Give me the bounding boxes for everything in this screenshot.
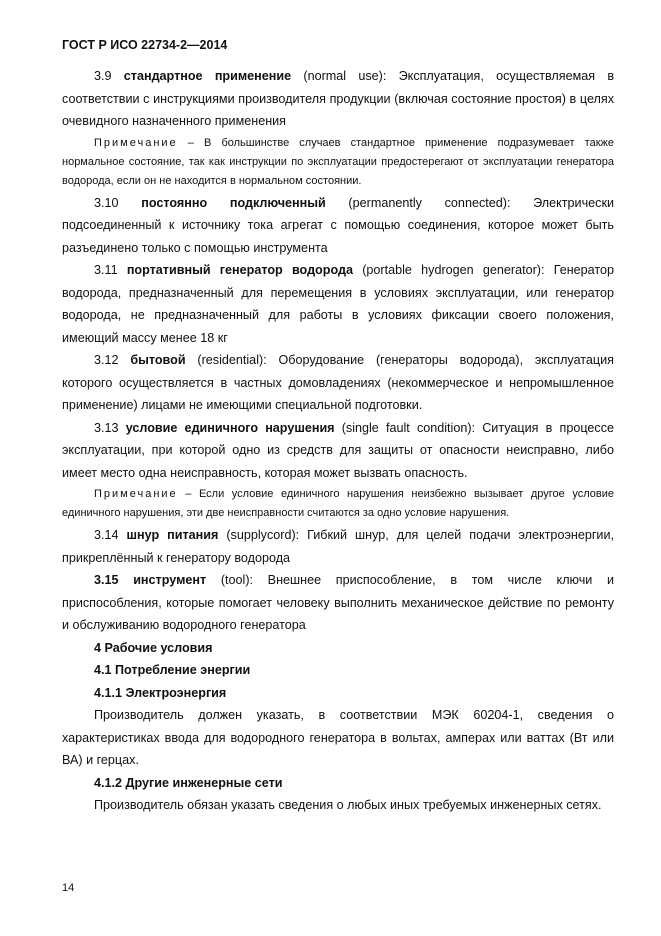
- term-definition: (permanently connected): Электрически подсоединенный к источнику тока агрегат с помощью соединения, которое может быть разъединено только с помощью инструмента: [62, 195, 614, 255]
- term-name: шнур питания: [126, 528, 219, 542]
- section-4-1-2-heading: 4.1.2 Другие инженерные сети: [94, 775, 283, 790]
- section-4-1-2-text: Производитель обязан указать сведения о любых иных требуемых инженерных сетях.: [94, 798, 602, 812]
- note-label: Примечание: [94, 488, 178, 500]
- document-header: ГОСТ Р ИСО 22734-2—2014: [62, 38, 228, 52]
- term-number: 3.14: [94, 528, 119, 542]
- term-name: постоянно подключенный: [141, 195, 326, 210]
- term-name: бытовой: [130, 353, 186, 367]
- term-3-10: [62, 192, 614, 260]
- term-definition: (supplycord): Гибкий шнур, для целей подачи электроэнергии, прикреплённый к генератору водорода: [62, 528, 614, 565]
- section-4-1-heading: 4.1 Потребление энергии: [94, 663, 251, 677]
- term-number: 3.9: [94, 69, 112, 83]
- term-definition: (tool): Внешнее приспособление, в том числе ключи и приспособления, которые помогает человеку выполнить механическое действие по ремонту и обслуживанию водородного генератора: [62, 573, 615, 632]
- section-4-1-1-heading: 4.1.1 Электроэнергия: [94, 685, 227, 700]
- page-body: [62, 65, 614, 817]
- term-name: стандартное применение: [123, 69, 292, 83]
- term-number: 3.13: [94, 420, 119, 435]
- term-number: 3.12: [94, 353, 119, 367]
- term-3-11: [62, 259, 614, 349]
- page-number: 14: [62, 882, 75, 894]
- term-3-14: [62, 524, 614, 569]
- term-definition: (portable hydrogen generator): Генератор водорода, предназначенный для перемещения в условиях эксплуатации, или генератор водорода, не предназначенный для работы в условиях фиксации своего положения, имеющий массу менее 18 кг: [62, 263, 615, 345]
- note-text: В большинстве случаев стандартное применение подразумевает также нормальное состояние, так как инструкции по эксплуатации предостерегают от эксплуатации генератора водорода, если он не находится в нормальном состоянии.: [62, 136, 615, 187]
- term-name: портативный генератор водорода: [126, 263, 353, 277]
- section-4-heading: 4 Рабочие условия: [94, 640, 213, 655]
- note-label: Примечание: [94, 136, 178, 149]
- note-1: [62, 134, 614, 191]
- term-definition: (single fault condition): Ситуация в процессе эксплуатации, при которой одно из средств для защиты от опасности неисправно, либо имеет место одна неисправность, которая может вызвать опасность.: [62, 420, 614, 480]
- section-4-1-1-text: Производитель должен указать, в соответствии МЭК 60204-1, сведения о характеристиках ввода для водородного генератора в вольтах, амперах или ваттах (Вт или ВА) и герцах.: [62, 708, 614, 767]
- term-3-15: [62, 569, 614, 637]
- note-dash: –: [177, 136, 204, 149]
- term-name: условие единичного нарушения: [125, 420, 335, 435]
- note-2: [62, 485, 614, 523]
- term-3-12: [62, 349, 614, 417]
- note-text: Если условие единичного нарушения неизбежно вызывает другое условие единичного нарушения, эти две неисправности считаются за одно условие нарушения.: [62, 488, 614, 519]
- term-definition: (normal use): Эксплуатация, осуществляемая в соответствии с инструкциями производителя продукции (включая состояние простоя) в целях очевидного назначенного применения: [62, 69, 615, 128]
- term-3-9: [62, 65, 614, 133]
- term-3-13: [62, 417, 614, 485]
- term-number: 3.15: [94, 573, 119, 587]
- term-number: 3.11: [94, 263, 118, 277]
- term-number: 3.10: [94, 195, 119, 210]
- term-name: инструмент: [133, 573, 207, 587]
- term-definition: (residential): Оборудование (генераторы водорода), эксплуатация которого осуществляется в частных домовладениях (некоммерческое и непромышленное применение) лицами не имеющими специальной подготовки.: [62, 353, 614, 412]
- note-dash: –: [177, 488, 199, 500]
